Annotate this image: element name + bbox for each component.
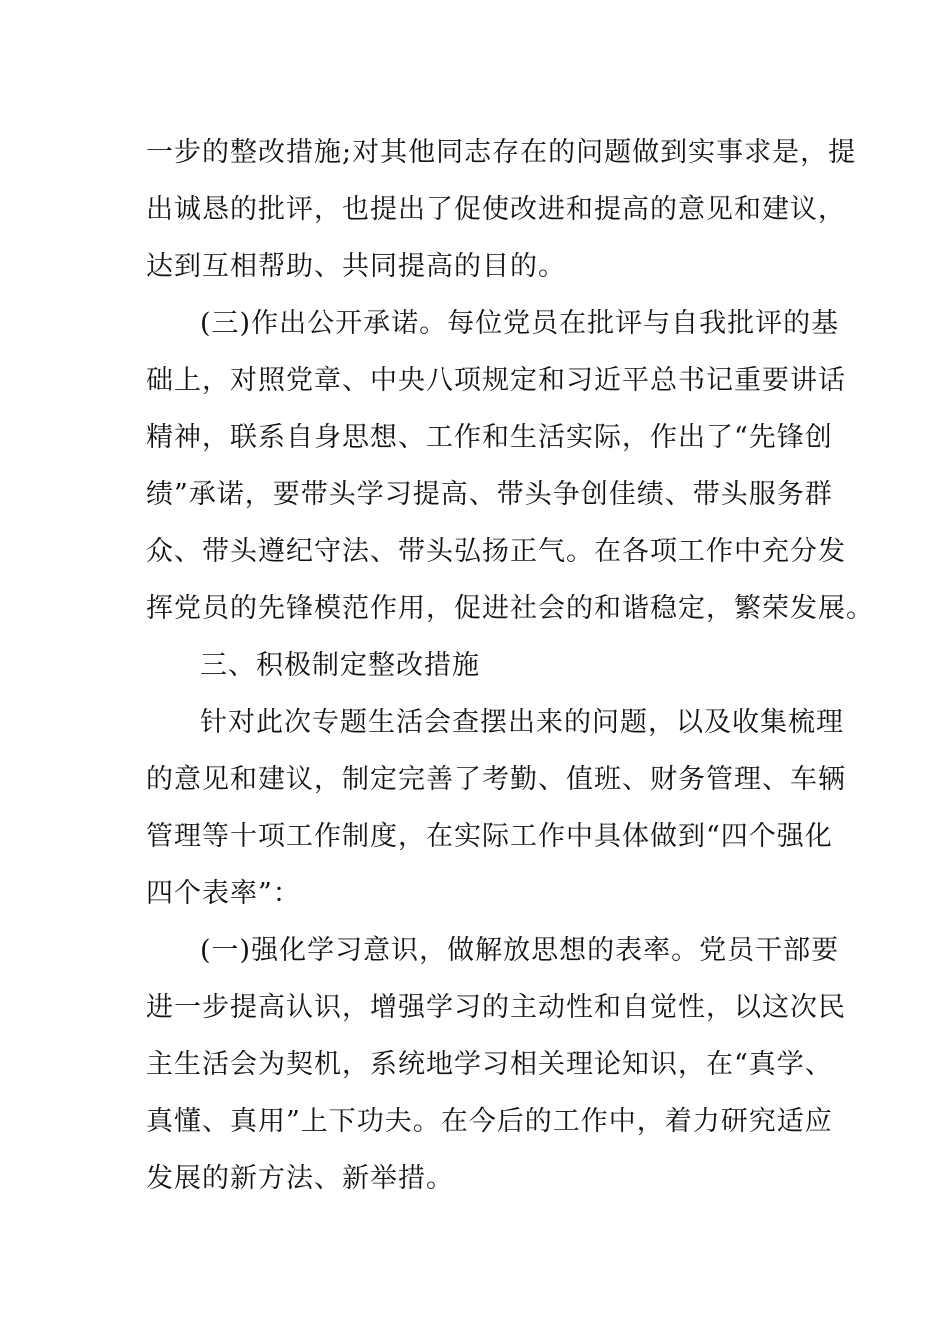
paragraph-line: 达到互相帮助、共同提高的目的。 bbox=[146, 251, 566, 282]
paragraph-line: 绩”承诺，要带头学习提高、带头争创佳绩、带头服务群 bbox=[146, 479, 833, 510]
paragraph-line: 发展的新方法、新举措。 bbox=[146, 1163, 454, 1194]
paragraph-line: 管理等十项工作制度，在实际工作中具体做到“四个强化 bbox=[146, 821, 833, 852]
paragraph-line: (一)强化学习意识，做解放思想的表率。党员干部要 bbox=[200, 935, 840, 966]
paragraph-line: (三)作出公开承诺。每位党员在批评与自我批评的基 bbox=[200, 308, 840, 339]
paragraph-line: 挥党员的先锋模范作用，促进社会的和谐稳定，繁荣发展。 bbox=[146, 593, 874, 624]
paragraph-line: 进一步提高认识，增强学习的主动性和自觉性，以这次民 bbox=[146, 992, 846, 1023]
paragraph-line: 础上，对照党章、中央八项规定和习近平总书记重要讲话 bbox=[146, 365, 846, 396]
paragraph-line: 的意见和建议，制定完善了考勤、值班、财务管理、车辆 bbox=[146, 764, 846, 795]
paragraph-line: 一步的整改措施;对其他同志存在的问题做到实事求是，提 bbox=[146, 137, 857, 168]
paragraph-line: 出诚恳的批评，也提出了促使改进和提高的意见和建议， bbox=[146, 194, 846, 225]
paragraph-line: 针对此次专题生活会查摆出来的问题，以及收集梳理 bbox=[200, 707, 844, 738]
paragraph-line: 真懂、真用”上下功夫。在今后的工作中，着力研究适应 bbox=[146, 1106, 833, 1137]
section-heading: 三、积极制定整改措施 bbox=[200, 650, 480, 681]
paragraph-line: 四个表率”： bbox=[146, 878, 301, 909]
paragraph-line: 主生活会为契机，系统地学习相关理论知识，在“真学、 bbox=[146, 1049, 833, 1080]
paragraph-line: 精神，联系自身思想、工作和生活实际，作出了“先锋创 bbox=[146, 422, 833, 453]
paragraph-line: 众、带头遵纪守法、带头弘扬正气。在各项工作中充分发 bbox=[146, 536, 846, 567]
